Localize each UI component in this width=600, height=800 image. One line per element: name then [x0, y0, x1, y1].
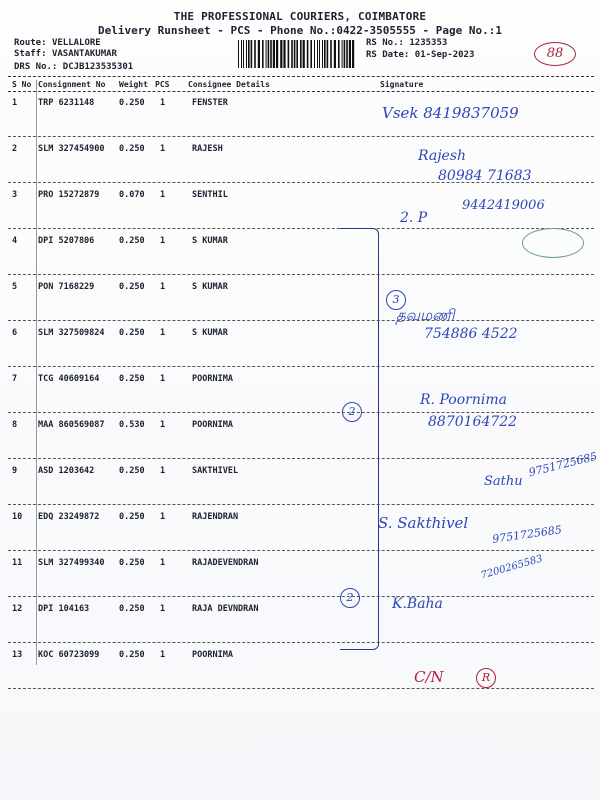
row-divider: [8, 642, 594, 643]
row-divider: [8, 688, 594, 689]
row-pcs: 1: [160, 558, 166, 568]
barcode-bar: [314, 40, 315, 68]
row-consignee: POORNIMA: [192, 420, 233, 430]
row-consignee: SENTHIL: [192, 190, 228, 200]
row-consignment: MAA 860569087: [38, 420, 105, 430]
col-pcs: PCS: [155, 80, 170, 89]
row-pcs: 1: [160, 466, 166, 476]
barcode-bar: [310, 40, 312, 68]
row-sno: 10: [12, 512, 23, 522]
route-line: [14, 38, 101, 48]
signature-10-phone: 9751725685: [491, 523, 563, 546]
barcode-bar: [262, 40, 264, 68]
row-consignment: SLM 327454900: [38, 144, 105, 154]
row-pcs: 1: [160, 604, 166, 614]
row-weight: 0.250: [119, 236, 145, 246]
row-weight: 0.250: [119, 282, 145, 292]
table-row: [0, 506, 600, 551]
barcode-bar: [288, 40, 290, 68]
row-weight: 0.250: [119, 98, 145, 108]
barcode-bar: [334, 40, 336, 68]
barcode-bar: [258, 40, 260, 68]
rs-no-label: RS No.:: [366, 38, 404, 48]
signature-12-phone: 7200265583: [479, 553, 544, 582]
table-row: [0, 644, 600, 689]
row-consignment: SLM 327509824: [38, 328, 105, 338]
barcode-bar: [238, 40, 239, 68]
row-divider: [8, 412, 594, 413]
barcode-bar: [300, 40, 302, 68]
row-sno: 13: [12, 650, 23, 660]
signature-7-8-name: R. Poornima: [420, 392, 507, 408]
signature-5-6-name: தவமணி: [396, 306, 455, 324]
row-weight: 0.250: [119, 144, 145, 154]
staff-line: [14, 49, 117, 59]
staff-value: VASANTAKUMAR: [51, 49, 117, 59]
row-weight: 0.250: [119, 512, 145, 522]
barcode-bar: [294, 40, 296, 68]
signature-1: Vsek 8419837059: [382, 104, 519, 122]
row-consignment: DPI 5207806: [38, 236, 95, 246]
row-pcs: 1: [160, 190, 166, 200]
row-weight: 0.530: [119, 420, 145, 430]
row-consignee: RAJADEVENDRAN: [192, 558, 259, 568]
row-weight: 0.250: [119, 466, 145, 476]
table-row: [0, 598, 600, 643]
barcode-bar: [243, 40, 244, 68]
row-divider: [8, 596, 594, 597]
col-sno: S No: [12, 80, 32, 89]
barcode-bar: [352, 40, 354, 68]
cn-remark: C/N: [414, 668, 444, 686]
row-consignee: POORNIMA: [192, 374, 233, 384]
row-sno: 8: [12, 420, 18, 430]
barcode-bar: [266, 40, 267, 68]
barcode-bar: [349, 40, 351, 68]
group-mark-3: 3: [386, 290, 406, 310]
barcode-bar: [307, 40, 309, 68]
table-row: [0, 552, 600, 597]
row-weight: 0.250: [119, 650, 145, 660]
barcode-bar: [342, 40, 343, 68]
row-weight: 0.250: [119, 604, 145, 614]
row-pcs: 1: [160, 420, 166, 430]
row-pcs: 1: [160, 98, 166, 108]
barcode-bar: [327, 40, 329, 68]
row-divider: [8, 274, 594, 275]
barcode-bar: [338, 40, 340, 68]
barcode-bar: [324, 40, 326, 68]
row-weight: 0.250: [119, 328, 145, 338]
barcode-bar: [270, 40, 272, 68]
barcode-bar: [268, 40, 270, 68]
row-pcs: 1: [160, 512, 166, 522]
rs-date-label: RS Date:: [366, 50, 410, 60]
col-consignee: Consignee Details: [188, 80, 270, 89]
row-sno: 6: [12, 328, 18, 338]
green-scribble-mark: [522, 228, 584, 258]
barcode-bar: [254, 40, 256, 68]
rs-date-line: [366, 50, 474, 60]
barcode-bar: [303, 40, 305, 68]
row-consignment: KOC 60723099: [38, 650, 100, 660]
row-weight: 0.250: [119, 558, 145, 568]
barcode-bar: [322, 40, 323, 68]
row-consignment: PON 7168229: [38, 282, 95, 292]
row-divider: [8, 366, 594, 367]
row-weight: 0.250: [119, 374, 145, 384]
row-sno: 2: [12, 144, 18, 154]
red-circle-mark: R: [476, 668, 496, 688]
barcode-bar: [283, 40, 285, 68]
row-consignment: TCG 40609164: [38, 374, 100, 384]
barcode-bar: [273, 40, 275, 68]
row-consignee: S KUMAR: [192, 282, 228, 292]
barcode-bar: [330, 40, 332, 68]
row-consignment: PRO 15272879: [38, 190, 100, 200]
row-consignment: EDQ 23249872: [38, 512, 100, 522]
staff-label: Staff:: [14, 49, 47, 59]
signature-3-name: 2. P: [400, 210, 428, 226]
row-sno: 1: [12, 98, 18, 108]
row-consignee: RAJENDRAN: [192, 512, 239, 522]
barcode: [238, 40, 358, 68]
barcode-bar: [276, 40, 278, 68]
signature-2-phone: 80984 71683: [438, 168, 532, 184]
signature-12-name: K.Baha: [392, 596, 443, 612]
row-sno: 4: [12, 236, 18, 246]
barcode-bar: [251, 40, 253, 68]
row-sno: 5: [12, 282, 18, 292]
rs-date-value: 01-Sep-2023: [414, 50, 475, 60]
row-consignee: S KUMAR: [192, 236, 228, 246]
route-value: VELLALORE: [51, 38, 101, 48]
barcode-bar: [344, 40, 346, 68]
rs-no-line: [366, 38, 447, 48]
row-divider: [8, 458, 594, 459]
barcode-bar: [280, 40, 282, 68]
row-consignee: FENSTER: [192, 98, 228, 108]
signature-9-phone: 9751725685: [527, 449, 599, 480]
barcode-bar: [319, 40, 320, 68]
barcode-bar: [291, 40, 293, 68]
row-divider: [8, 550, 594, 551]
grouping-bracket: [340, 228, 379, 650]
group-mark-2a: 2: [342, 402, 362, 422]
row-pcs: 1: [160, 144, 166, 154]
row-pcs: 1: [160, 236, 166, 246]
col-signature: Signature: [380, 80, 424, 89]
route-label: Route:: [14, 38, 47, 48]
table-row: [0, 368, 600, 413]
row-divider: [8, 504, 594, 505]
row-consignee: S KUMAR: [192, 328, 228, 338]
row-sno: 9: [12, 466, 18, 476]
barcode-bar: [246, 40, 247, 68]
row-sno: 3: [12, 190, 18, 200]
barcode-bar: [346, 40, 348, 68]
header-rule-top: [8, 76, 594, 77]
barcode-bar: [317, 40, 318, 68]
company-title: THE PROFESSIONAL COURIERS, COIMBATORE: [173, 10, 427, 23]
barcode-bar: [248, 40, 250, 68]
table-row: [0, 230, 600, 275]
col-weight: Weight: [119, 80, 148, 89]
row-pcs: 1: [160, 650, 166, 660]
col-consignment: Consignment No: [38, 80, 106, 89]
row-divider: [8, 136, 594, 137]
signature-9-name: Sathu: [484, 474, 523, 489]
drs-label: DRS No.:: [14, 62, 58, 72]
row-consignee: SAKTHIVEL: [192, 466, 239, 476]
circled-page-mark: 88: [534, 42, 576, 66]
row-sno: 11: [12, 558, 23, 568]
row-divider: [8, 228, 594, 229]
row-consignee: RAJESH: [192, 144, 223, 154]
signature-7-8-phone: 8870164722: [428, 414, 518, 430]
signature-3-phone: 9442419006: [462, 198, 545, 213]
runsheet-title: Delivery Runsheet - PCS - Phone No.:0422-3505555 - Page No.:1: [98, 24, 502, 37]
row-consignee: RAJA DEVNDRAN: [192, 604, 259, 614]
row-consignment: SLM 327499340: [38, 558, 105, 568]
row-weight: 0.070: [119, 190, 145, 200]
row-consignment: DPI 104163: [38, 604, 90, 614]
row-pcs: 1: [160, 282, 166, 292]
signature-5-6-phone: 754886 4522: [424, 326, 518, 342]
signature-2-name: Rajesh: [418, 148, 467, 164]
row-pcs: 1: [160, 374, 166, 384]
barcode-bar: [241, 40, 242, 68]
row-sno: 7: [12, 374, 18, 384]
row-consignment: ASD 1203642: [38, 466, 95, 476]
signature-10-name: S. Sakthivel: [378, 514, 469, 532]
row-sno: 12: [12, 604, 23, 614]
rs-no-value: 1235353: [409, 38, 448, 48]
row-consignment: TRP 6231148: [38, 98, 95, 108]
row-pcs: 1: [160, 328, 166, 338]
table-row: [0, 276, 600, 321]
drs-value: DCJB123535301: [62, 62, 134, 72]
group-mark-2b: 2: [340, 588, 360, 608]
drs-line: [14, 62, 133, 72]
row-consignee: POORNIMA: [192, 650, 233, 660]
row-divider: [8, 320, 594, 321]
barcode-bar: [296, 40, 298, 68]
